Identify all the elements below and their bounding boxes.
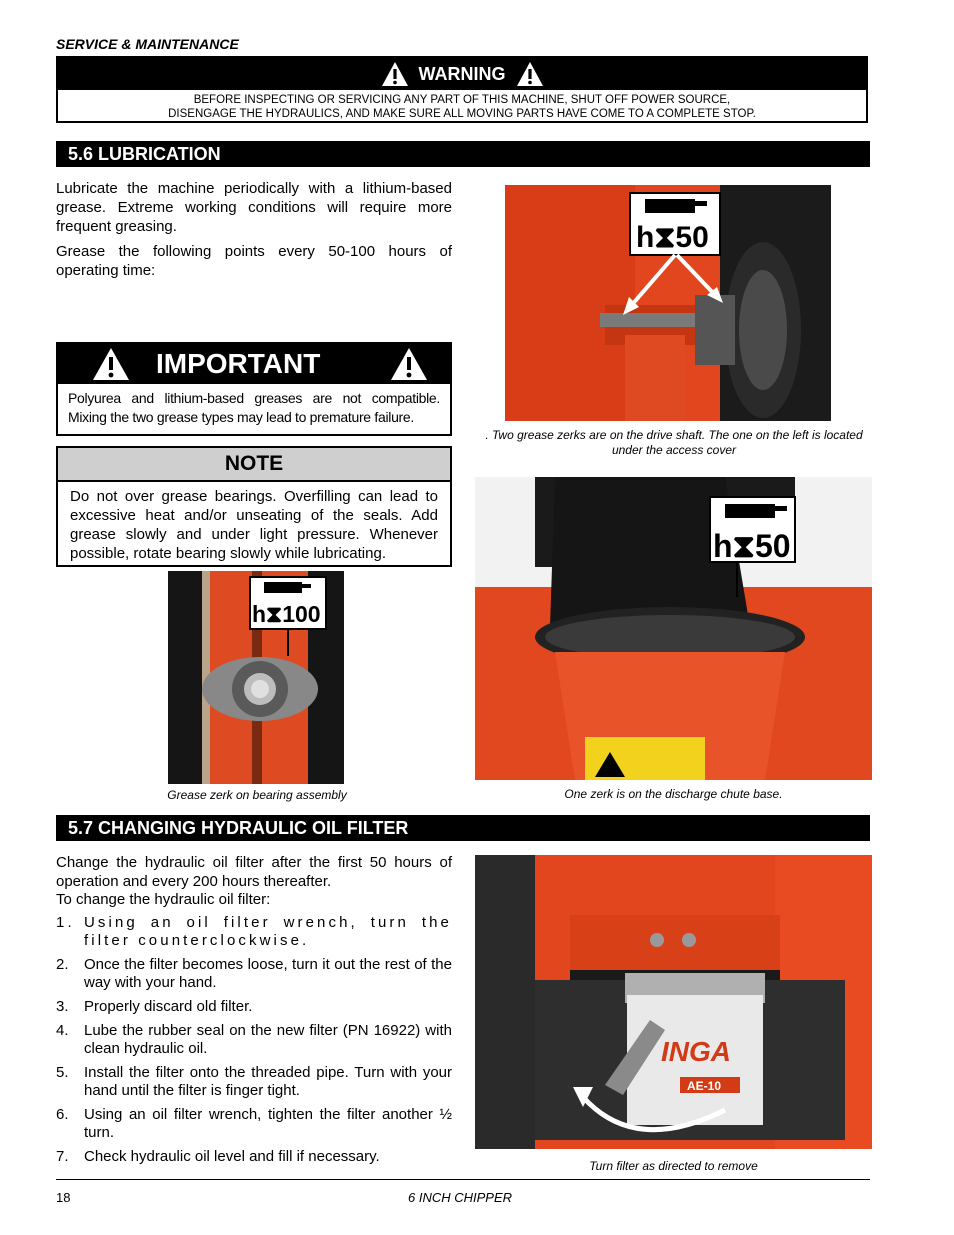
warning-line: DISENGAGE THE HYDRAULICS, AND MAKE SURE ALL MOVING PARTS HAVE COME TO A COMPLETE STOP.: [168, 108, 756, 120]
warning-line: BEFORE INSPECTING OR SERVICING ANY PART OF THIS MACHINE, SHUT OFF POWER SOURCE,: [193, 94, 731, 106]
step-text: Using an oil filter wrench, turn the filter counterclockwise.: [84, 914, 452, 949]
step-text: Properly discard old filter.: [84, 998, 253, 1015]
step-text: Once the filter becomes loose, turn it out the rest of the way with your hand.: [84, 956, 452, 991]
step-text: Using an oil filter wrench, tighten the filter another ½ turn.: [84, 1106, 452, 1141]
lubrication-heading: 5.6 LUBRICATION: [56, 141, 870, 167]
step-text: Check hydraulic oil level and fill if necessary.: [84, 1148, 380, 1165]
chute-caption: One zerk is on the discharge chute base.: [564, 787, 783, 801]
bearing-caption: Grease zerk on bearing assembly: [167, 788, 347, 802]
filter-illustration: [475, 855, 872, 1149]
bearing-illustration: [168, 571, 344, 784]
step-item: [56, 998, 452, 1016]
important-box: [56, 342, 452, 436]
bearing-photo: [168, 571, 344, 784]
lubrication-para-2: Grease the following points every 50-100 hours of operating time:: [56, 243, 452, 279]
hydraulic-heading: 5.7 CHANGING HYDRAULIC OIL FILTER: [56, 815, 870, 841]
warning-icon: [92, 347, 130, 381]
note-box: [56, 446, 452, 567]
filter-photo: [475, 855, 872, 1149]
drive-shaft-illustration: [505, 185, 831, 421]
step-number: 7.: [56, 1148, 69, 1165]
step-number: 3.: [56, 998, 69, 1015]
warning-text: [58, 90, 866, 121]
hydraulic-intro-2: To change the hydraulic oil filter:: [56, 891, 271, 908]
step-item: [56, 914, 452, 950]
filter-model: AE-10: [687, 1079, 722, 1093]
step-text: Install the filter onto the threaded pipe. Turn with your hand until the filter is finger tight.: [84, 1064, 452, 1099]
warning-icon: [390, 347, 428, 381]
step-item: [56, 1022, 452, 1058]
chute-photo: [475, 477, 872, 780]
footer-title: 6 INCH CHIPPER: [408, 1190, 513, 1205]
hydraulic-intro-1: Change the hydraulic oil filter after the first 50 hours of operation and every 200 hours thereafter.: [56, 854, 452, 890]
drive-shaft-caption: . Two grease zerks are on the drive shaft. The one on the left is located under the access cover: [485, 428, 863, 457]
step-number: 6.: [56, 1106, 69, 1123]
hydraulic-steps: [56, 914, 452, 1172]
bearing-label: h⧗100: [252, 601, 321, 627]
important-bar: [58, 344, 450, 384]
important-title: IMPORTANT: [156, 348, 321, 379]
chute-illustration: [475, 477, 872, 780]
chute-label: h⧗50: [713, 528, 791, 564]
important-text: Polyurea and lithium-based greases are not compatible. Mixing the two grease types may lead to premature failure.: [68, 390, 440, 425]
drive-shaft-label: h⧗50: [636, 221, 709, 254]
step-number: 4.: [56, 1022, 69, 1039]
filter-brand: INGA: [661, 1036, 731, 1067]
filter-caption: Turn filter as directed to remove: [589, 1159, 758, 1173]
step-item: [56, 1148, 452, 1166]
step-item: [56, 956, 452, 992]
warning-box: [56, 56, 868, 123]
page-number: 18: [56, 1190, 71, 1205]
section-header: SERVICE & MAINTENANCE: [56, 36, 239, 52]
warning-icon: [516, 61, 544, 87]
lubrication-para-1: Lubricate the machine periodically with a lithium-based grease. Extreme working conditions will require more frequent greasing.: [56, 180, 452, 235]
step-item: [56, 1106, 452, 1142]
drive-shaft-photo: [505, 185, 831, 421]
note-title: NOTE: [58, 448, 450, 482]
note-text: Do not over grease bearings. Overfilling can lead to excessive heat and/or unseating of the seals. Add grease slowly and under light pressure. Whenever possible, rotate bearing slowly while lubricating.: [70, 488, 438, 562]
step-number: 5.: [56, 1064, 69, 1081]
step-item: [56, 1064, 452, 1100]
warning-bar: [58, 58, 866, 90]
warning-title: WARNING: [418, 63, 506, 84]
warning-icon: [381, 61, 409, 87]
step-number: 1.: [56, 914, 75, 931]
footer-rule: [56, 1179, 870, 1180]
step-number: 2.: [56, 956, 69, 973]
step-text: Lube the rubber seal on the new filter (PN 16922) with clean hydraulic oil.: [84, 1022, 452, 1057]
